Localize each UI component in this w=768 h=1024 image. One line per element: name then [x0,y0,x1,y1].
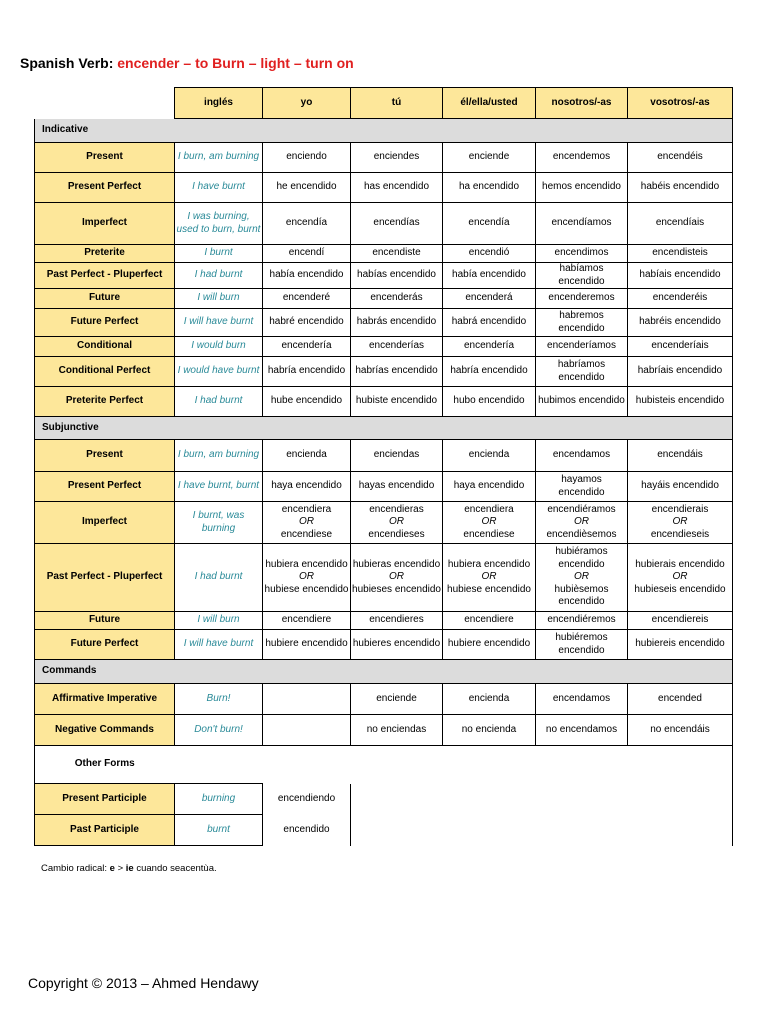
indicative-english: I would have burnt [175,357,263,387]
subjunctive-form: encienda [443,440,536,472]
form-primary: encendierais [651,503,709,515]
or-separator: OR [481,571,497,583]
indicative-row [35,143,733,173]
subjunctive-form: encendiere [263,612,351,630]
indicative-form: habríais encendido [628,357,733,387]
form-primary: hubieras encendido [352,558,441,570]
subjunctive-row [35,472,733,502]
command-form: encendamos [536,684,628,715]
title-verb: encender – to Burn – light – turn on [117,55,354,71]
indicative-form: encenderemos [536,289,628,309]
subjunctive-label: Past Perfect - Pluperfect [35,544,175,612]
indicative-form: enciendes [351,143,443,173]
subjunctive-row [35,502,733,544]
indicative-form: encendisteis [628,245,733,263]
or-separator: OR [299,571,314,583]
indicative-form: habías encendido [351,263,443,289]
indicative-form: encenderéis [628,289,733,309]
subjunctive-form: hayas encendido [351,472,443,502]
subjunctive-english: I had burnt [175,544,263,612]
indicative-title: Indicative [35,119,733,143]
subjunctive-title: Subjunctive [35,417,733,440]
indicative-form: hubisteis encendido [628,387,733,417]
subjunctive-label: Imperfect [35,502,175,544]
subjunctive-form [536,502,628,544]
subjunctive-form: encendáis [628,440,733,472]
subjunctive-label: Present [35,440,175,472]
indicative-form: encendió [443,245,536,263]
subjunctive-form: encendiéremos [536,612,628,630]
indicative-form: encenderé [263,289,351,309]
indicative-form: he encendido [263,173,351,203]
indicative-row [35,357,733,387]
indicative-form: habrías encendido [351,357,443,387]
column-header: inglés [175,88,263,119]
indicative-form: enciendo [263,143,351,173]
command-form: enciende [351,684,443,715]
indicative-english: I would burn [175,337,263,357]
indicative-label: Preterite [35,245,175,263]
indicative-row [35,309,733,337]
indicative-english: I burnt [175,245,263,263]
indicative-row [35,173,733,203]
indicative-form: habrá encendido [443,309,536,337]
subjunctive-row [35,612,733,630]
command-label: Affirmative Imperative [35,684,175,715]
subjunctive-form: encendiere [443,612,536,630]
subjunctive-row [35,417,733,440]
form-alternative: encendiese [280,528,333,540]
subjunctive-form [536,544,628,612]
subjunctive-label: Present Perfect [35,472,175,502]
form-alternative: encendiese [463,528,515,540]
subjunctive-form: hayamos encendido [536,472,628,502]
subjunctive-form: encienda [263,440,351,472]
participle-form: encendiendo [263,784,351,815]
or-separator: OR [299,516,314,528]
subjunctive-form: hubieres encendido [351,630,443,660]
indicative-row [35,387,733,417]
participle-form: encendido [263,815,351,846]
form-alternative: hubiese encendido [264,583,349,595]
indicative-form: hube encendido [263,387,351,417]
title-prefix: Spanish Verb: [20,55,118,71]
indicative-form: había encendido [443,263,536,289]
command-form: no encendáis [628,715,733,746]
column-header: él/ella/usted [443,88,536,119]
command-form: encienda [443,684,536,715]
indicative-form: encenderás [351,289,443,309]
indicative-label: Conditional Perfect [35,357,175,387]
blank-cell [628,746,733,784]
indicative-form: enciende [443,143,536,173]
header-row [35,88,733,119]
indicative-english: I have burnt [175,173,263,203]
indicative-form: habrás encendido [351,309,443,337]
indicative-form: habréis encendido [628,309,733,337]
subjunctive-form [351,544,443,612]
participle-label: Present Participle [35,784,175,815]
indicative-form: encenderíais [628,337,733,357]
indicative-row [35,337,733,357]
indicative-form: encenderías [351,337,443,357]
subjunctive-form [263,544,351,612]
subjunctive-english: I burn, am burning [175,440,263,472]
indicative-form: encendimos [536,245,628,263]
indicative-english: I had burnt [175,263,263,289]
form-primary: encendiera [281,503,332,515]
participle-english: burning [175,784,263,815]
command-form: no encendamos [536,715,628,746]
form-primary: encendiéramos [547,503,616,515]
subjunctive-form: hubiere encendido [443,630,536,660]
copyright: Copyright © 2013 – Ahmed Hendawy [28,975,259,991]
indicative-label: Conditional [35,337,175,357]
blank-cell [351,784,628,815]
subjunctive-form: encendieres [351,612,443,630]
blank-cell [628,815,733,846]
indicative-form: habré encendido [263,309,351,337]
form-primary: hubierais encendido [635,558,725,570]
subjunctive-form: enciendas [351,440,443,472]
participle-label: Past Participle [35,815,175,846]
or-separator: OR [389,516,404,528]
indicative-form: habríamos encendido [536,357,628,387]
form-primary: hubiéramos encendido [555,546,608,570]
indicative-label: Present Perfect [35,173,175,203]
indicative-row [35,203,733,245]
indicative-row [35,289,733,309]
form-alternative: hubièsemos encendido [554,583,609,608]
indicative-form: encendíais [628,203,733,245]
indicative-english: I burn, am burning [175,143,263,173]
indicative-form: encendiste [351,245,443,263]
command-form [263,715,351,746]
column-header: yo [263,88,351,119]
blank-cell [175,746,628,784]
command-row [35,715,733,746]
form-alternative: encendieseis [650,528,710,540]
indicative-form: habíais encendido [628,263,733,289]
subjunctive-row [35,630,733,660]
subjunctive-form: haya encendido [443,472,536,502]
subjunctive-form: encendiereis [628,612,733,630]
blank-cell [628,784,733,815]
participle-row [35,815,733,846]
indicative-english: I had burnt [175,387,263,417]
indicative-form: encendí [263,245,351,263]
command-english: Don't burn! [175,715,263,746]
indicative-form: encendíamos [536,203,628,245]
stem-change-note: Cambio radical: e > ie cuando seacentùa. [41,863,217,874]
subjunctive-form [351,502,443,544]
form-alternative: encendieses [368,528,425,540]
table-corner [35,88,175,119]
indicative-label: Present [35,143,175,173]
subjunctive-form: hayáis encendido [628,472,733,502]
indicative-label: Preterite Perfect [35,387,175,417]
or-separator: OR [672,516,688,528]
indicative-form: encendemos [536,143,628,173]
participle-english: burnt [175,815,263,846]
blank-cell [351,815,628,846]
column-header: tú [351,88,443,119]
indicative-form: habría encendido [443,357,536,387]
subjunctive-row [35,544,733,612]
indicative-english: I will have burnt [175,309,263,337]
form-primary: encendieras [369,503,424,515]
command-row [35,684,733,715]
subjunctive-english: I have burnt, burnt [175,472,263,502]
subjunctive-form: haya encendido [263,472,351,502]
indicative-row [35,119,733,143]
form-primary: hubiera encendido [447,558,531,570]
form-alternative: hubieseis encendido [634,583,726,595]
conjugation-table [34,87,733,846]
indicative-english: I was burning, used to burn, burnt [175,203,263,245]
subjunctive-english: I will have burnt [175,630,263,660]
indicative-form: hemos encendido [536,173,628,203]
indicative-form: ha encendido [443,173,536,203]
command-label: Negative Commands [35,715,175,746]
other-forms-title: Other Forms [35,746,175,784]
indicative-form: habéis encendido [628,173,733,203]
indicative-form: había encendido [263,263,351,289]
indicative-form: encendería [263,337,351,357]
command-form [263,684,351,715]
indicative-form: hubo encendido [443,387,536,417]
or-separator: OR [672,571,688,583]
commands-row [35,660,733,684]
indicative-form: encenderá [443,289,536,309]
command-form: encended [628,684,733,715]
indicative-label: Past Perfect - Pluperfect [35,263,175,289]
command-english: Burn! [175,684,263,715]
subjunctive-form: hubiéremos encendido [536,630,628,660]
indicative-form: habíamos encendido [536,263,628,289]
subjunctive-form [628,502,733,544]
indicative-row [35,263,733,289]
subjunctive-form [443,502,536,544]
indicative-form: habremos encendido [536,309,628,337]
subjunctive-form [263,502,351,544]
column-header: vosotros/-as [628,88,733,119]
indicative-form: hubiste encendido [351,387,443,417]
indicative-label: Future Perfect [35,309,175,337]
command-form: no encienda [443,715,536,746]
subjunctive-english: I will burn [175,612,263,630]
indicative-form: encendía [263,203,351,245]
indicative-form: encenderíamos [536,337,628,357]
other-forms-row [35,746,733,784]
subjunctive-english: I burnt, was burning [175,502,263,544]
subjunctive-form: encendamos [536,440,628,472]
participle-row [35,784,733,815]
indicative-form: hubimos encendido [536,387,628,417]
form-primary: hubiera encendido [265,558,348,570]
indicative-form: encendéis [628,143,733,173]
indicative-form: encendías [351,203,443,245]
indicative-form: has encendido [351,173,443,203]
commands-title: Commands [35,660,733,684]
form-alternative: hubieses encendido [352,583,441,595]
subjunctive-form: hubiere encendido [263,630,351,660]
form-primary: encendiera [464,503,514,515]
indicative-form: habría encendido [263,357,351,387]
subjunctive-label: Future Perfect [35,630,175,660]
subjunctive-form [628,544,733,612]
form-alternative: encendièsemos [546,528,617,540]
subjunctive-form [443,544,536,612]
indicative-label: Imperfect [35,203,175,245]
indicative-form: encendía [443,203,536,245]
subjunctive-form: hubiereis encendido [628,630,733,660]
command-form: no enciendas [351,715,443,746]
or-separator: OR [574,516,589,528]
indicative-label: Future [35,289,175,309]
column-header: nosotros/-as [536,88,628,119]
indicative-row [35,245,733,263]
or-separator: OR [574,571,589,583]
page-title [20,55,354,71]
or-separator: OR [481,516,497,528]
or-separator: OR [389,571,404,583]
form-alternative: hubiese encendido [447,583,531,595]
subjunctive-label: Future [35,612,175,630]
subjunctive-row [35,440,733,472]
indicative-english: I will burn [175,289,263,309]
indicative-form: encendería [443,337,536,357]
